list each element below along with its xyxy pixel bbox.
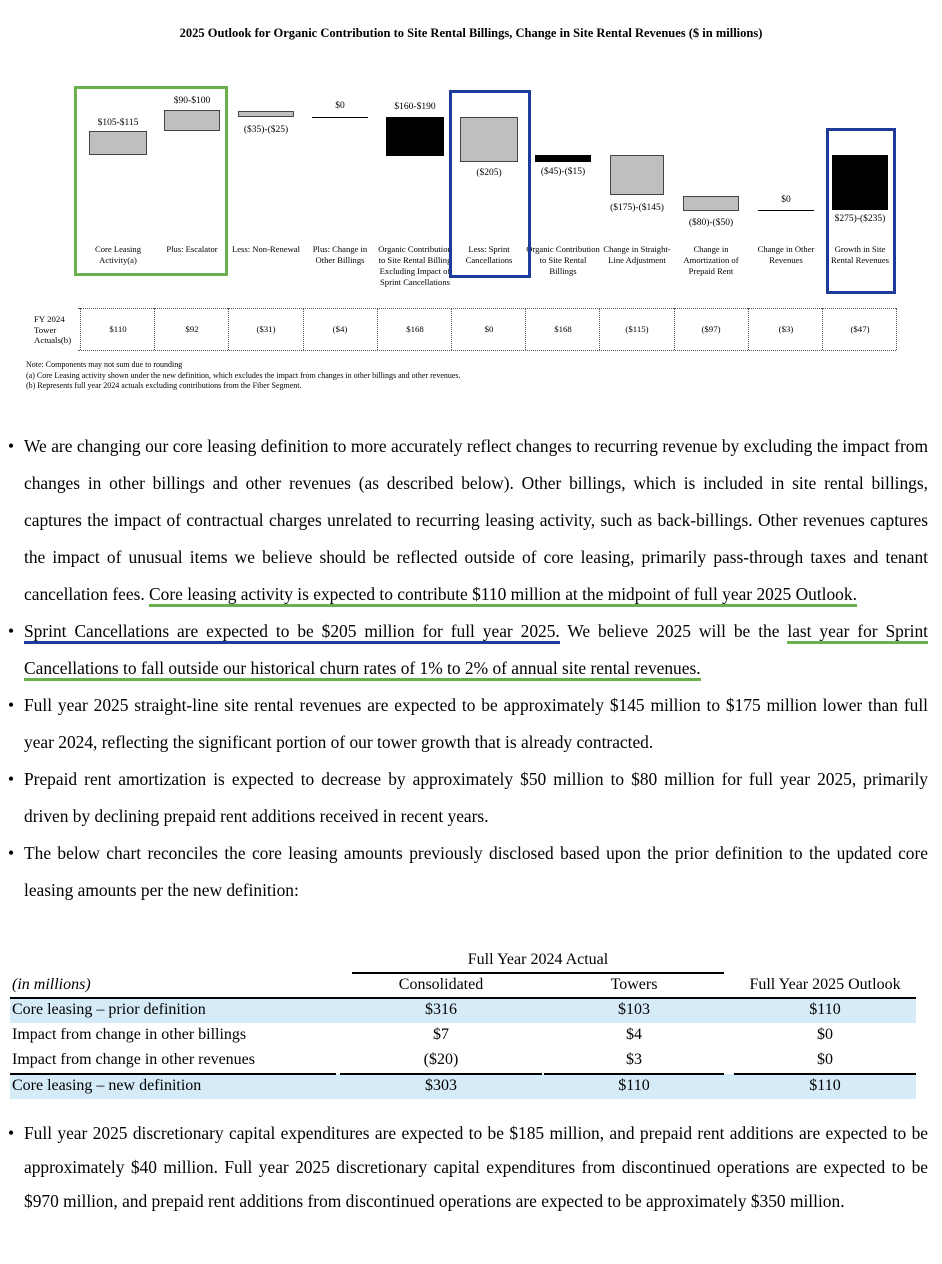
table-cell-consolidated: $7: [433, 1026, 449, 1043]
fy2024-value-escalator: $92: [185, 324, 199, 334]
table-col-label: (in millions): [12, 976, 91, 993]
fy-row-divider: [748, 308, 749, 350]
bullet-dot: •: [8, 621, 15, 641]
bullet-2-text: We believe 2025 will be the: [559, 621, 788, 641]
bullet-6-text: Full year 2025 discretionary capital expenditures are expected to be $185 million, and prepaid rent additions are expected to be approximately $40 million. Full year 2025 discretionary capital expenditures from discontinued operations are expected to be $970 million, and prepaid rent additions from discontinued operations are expected to be approximately $350 million.: [24, 1123, 928, 1211]
bar-label-organic-excl: $160-$190: [394, 102, 436, 112]
bar-label-organic: ($45)-($15): [540, 167, 586, 177]
table-cell-outlook: $110: [809, 1001, 841, 1018]
table-total-rule: [340, 1073, 542, 1075]
note-a: (a) Core Leasing activity shown under the new definition, which excludes the impact from changes in other billings and other revenues.: [26, 370, 461, 380]
bar-label-escalator: $90-$100: [173, 96, 211, 106]
bar-prepaid: [683, 196, 739, 211]
bullet-dot: •: [8, 695, 15, 715]
category-label-non-renewal: Less: Non-Renewal: [231, 244, 301, 254]
fy-row-label: [34, 314, 74, 346]
table-total-rule: [734, 1073, 916, 1075]
bullet-capex: [8, 1116, 928, 1218]
table-cell-towers: $103: [618, 1001, 650, 1018]
bullet-prepaid-rent: [8, 761, 928, 835]
category-label-growth: Growth in Site Rental Revenues: [831, 244, 889, 265]
table-col-towers: Towers: [610, 976, 658, 993]
fy-label-line1: FY 2024: [34, 314, 65, 324]
fy2024-value-other-billings: ($4): [332, 324, 348, 334]
category-label-escalator: Plus: Escalator: [166, 244, 218, 254]
category-label-core-leasing: Core Leasing Activity(a): [94, 244, 142, 265]
bar-non-renewal: [238, 111, 294, 117]
table-group-header: Full Year 2024 Actual: [467, 951, 609, 968]
bullet-dot: •: [8, 1123, 15, 1143]
fy-row-divider: [822, 308, 823, 350]
bullet-3-text: Full year 2025 straight-line site rental revenues are expected to be approximately $145 million to $175 million lower than full year 2024, reflecting the significant portion of our tower growth that is already contracted.: [24, 695, 928, 752]
bullets-top: [8, 428, 928, 909]
fy-row-divider: [525, 308, 526, 350]
bar-label-sprint: ($205): [476, 168, 502, 178]
fy2024-value-non-renewal: ($31): [256, 324, 276, 334]
chart-notes: [26, 360, 726, 392]
table-total-rule: [544, 1073, 724, 1075]
table-cell-label: Core leasing – prior definition: [12, 1001, 206, 1018]
fy2024-value-prepaid: ($97): [701, 324, 721, 334]
bullet-reconcile: [8, 835, 928, 909]
bar-other-billings: [312, 117, 368, 118]
bullets-bottom: [8, 1116, 928, 1218]
note-rounding: Note: Components may not sum due to rounding: [26, 360, 183, 369]
fy-row-divider: [80, 308, 81, 350]
table-header-rule: [10, 997, 916, 999]
fy2024-value-organic: $168: [554, 324, 572, 334]
fy2024-value-growth: ($47): [850, 324, 870, 334]
bullet-straight-line: [8, 687, 928, 761]
table-cell-towers: $3: [626, 1051, 642, 1068]
category-label-straight-line: Change in Straight-Line Adjustment: [603, 244, 671, 265]
bullet-dot: •: [8, 769, 15, 789]
bullet-2-highlight-green: last year for Sprint Cancellations to fall outside our historical churn rates of 1% to 2% of annual site rental revenues.: [24, 621, 928, 681]
bar-label-core-leasing: $105-$115: [97, 118, 139, 128]
table-cell-label: Impact from change in other billings: [12, 1026, 247, 1043]
fy-row-divider: [303, 308, 304, 350]
table-cell-label: Impact from change in other revenues: [12, 1051, 256, 1068]
fy-row-divider: [896, 308, 897, 350]
fy-row-top-border: [78, 308, 896, 309]
fy2024-value-other-rev: ($3): [778, 324, 794, 334]
category-label-organic: Organic Contribution to Site Rental Billings: [526, 244, 600, 276]
fy-row-divider: [228, 308, 229, 350]
blue-highlight-box-growth: [826, 128, 896, 294]
green-highlight-box: [74, 86, 228, 276]
fy-row-divider: [599, 308, 600, 350]
fy-row-divider: [451, 308, 452, 350]
chart-title: 2025 Outlook for Organic Contribution to Site Rental Billings, Change in Site Rental Revenues ($ in millions): [179, 26, 763, 40]
category-label-prepaid: Change in Amortization of Prepaid Rent: [683, 244, 739, 276]
fy2024-value-straight-line: ($115): [625, 324, 649, 334]
blue-highlight-box-sprint: [449, 90, 531, 278]
category-label-other-billings: Plus: Change in Other Billings: [312, 244, 368, 265]
fy-row-divider: [154, 308, 155, 350]
table-cell-towers: $110: [618, 1077, 650, 1094]
fy2024-value-core-leasing: $110: [109, 324, 127, 334]
category-label-other-rev: Change in Other Revenues: [757, 244, 815, 265]
bar-organic-excl: [386, 117, 444, 156]
table-cell-consolidated: $303: [425, 1077, 457, 1094]
bar-label-other-rev: $0: [781, 195, 791, 205]
bullet-1-text: We are changing our core leasing definition to more accurately reflect changes to recurring revenue by excluding the impact from changes in other billings and other revenues (as described below). Other billings, which is included in site rental billings, captures the impact of contractual charges unrelated to recurring leasing activity, such as back-billings. Other revenues captures the impact of unusual items we believe should be reflected outside of core leasing, primarily pass-through taxes and tenant cancellation fees.: [24, 436, 928, 604]
bar-label-prepaid: ($80)-($50): [688, 218, 734, 228]
fy-row-divider: [674, 308, 675, 350]
bullet-5-text: The below chart reconciles the core leasing amounts previously disclosed based upon the prior definition to the updated core leasing amounts per the new definition:: [24, 843, 928, 900]
bullet-2-highlight-blue: Sprint Cancellations are expected to be $205 million for full year 2025.: [24, 621, 560, 644]
bar-label-growth: $275)-($235): [834, 214, 886, 224]
bar-straight-line: [610, 155, 664, 195]
table-cell-label: Core leasing – new definition: [12, 1077, 202, 1094]
table-cell-consolidated: $316: [425, 1001, 457, 1018]
category-label-organic-excl: Organic Contribution to Site Rental Billing Excluding Impact of Sprint Cancellations: [378, 244, 452, 287]
bar-other-rev: [758, 210, 814, 211]
bullet-sprint-cancellations: [8, 613, 928, 687]
fy-row-bottom-border: [78, 350, 896, 351]
bullet-core-leasing-definition: [8, 428, 928, 613]
table-cell-towers: $4: [626, 1026, 642, 1043]
table-total-rule: [10, 1073, 336, 1075]
bar-label-non-renewal: ($35)-($25): [243, 125, 289, 135]
bullet-dot: •: [8, 436, 15, 456]
table-group-underline: [352, 972, 724, 974]
bar-label-other-billings: $0: [335, 101, 345, 111]
table-col-consolidated: Consolidated: [398, 976, 484, 993]
bullet-1-highlight: Core leasing activity is expected to contribute $110 million at the midpoint of full year 2025 Outlook.: [149, 584, 857, 607]
table-cell-outlook: $0: [817, 1026, 833, 1043]
fy-label-line2: Tower: [34, 324, 57, 335]
fy2024-value-sprint: $0: [484, 324, 494, 334]
fy-row-divider: [377, 308, 378, 350]
fy-label-line3: Actuals(b): [34, 335, 72, 345]
note-b: (b) Represents full year 2024 actuals excluding contributions from the Fiber Segment.: [26, 381, 302, 390]
category-label-sprint: Less: Sprint Cancellations: [465, 244, 513, 265]
fy2024-value-organic-excl: $168: [406, 324, 424, 334]
bar-organic: [535, 155, 591, 162]
bullet-dot: •: [8, 843, 15, 863]
bar-label-straight-line: ($175)-($145): [610, 203, 664, 213]
table-col-outlook: Full Year 2025 Outlook: [749, 976, 901, 993]
table-cell-outlook: $0: [817, 1051, 833, 1068]
bullet-4-text: Prepaid rent amortization is expected to decrease by approximately $50 million to $80 million for full year 2025, primarily driven by declining prepaid rent additions received in recent years.: [24, 769, 928, 826]
table-cell-outlook: $110: [809, 1077, 841, 1094]
table-cell-consolidated: ($20): [423, 1051, 459, 1068]
